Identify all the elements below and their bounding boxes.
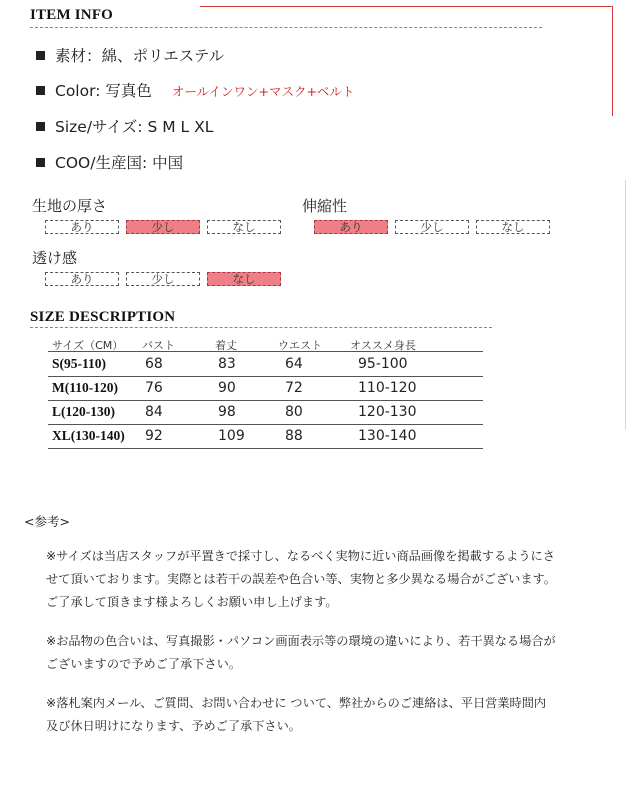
- size-row: [48, 404, 483, 425]
- size-header-height: オススメ身長: [350, 339, 416, 352]
- item-info-divider: [30, 27, 542, 28]
- square-bullet-icon: [36, 158, 45, 167]
- decorative-gray-line: [625, 180, 626, 430]
- reference-note: ※落札案内メール、ご質問、お問い合わせに ついて、弊社からのご連絡は、平日営業時間内及び休日明けになります、予めご了承下さい。: [46, 696, 547, 733]
- height-cell: 120-130: [358, 404, 417, 420]
- waist-cell: 64: [285, 356, 303, 372]
- size-cell: M(110-120): [52, 380, 118, 395]
- height-cell: 130-140: [358, 428, 417, 444]
- item-info-title: ITEM INFO: [30, 7, 114, 23]
- length-cell: 109: [218, 428, 245, 444]
- size-text: Size/サイズ: S M L XL: [55, 118, 214, 136]
- square-bullet-icon: [36, 122, 45, 131]
- bust-cell: 92: [145, 428, 163, 444]
- square-bullet-icon: [36, 51, 45, 60]
- size-header-waist: ウエスト: [278, 339, 322, 352]
- length-cell: 90: [218, 380, 236, 396]
- size-row: [48, 380, 483, 401]
- decorative-red-line: [200, 6, 612, 7]
- info-row-material: [36, 44, 224, 66]
- info-row-size: [36, 115, 213, 137]
- length-cell: 83: [218, 356, 236, 372]
- size-row: [48, 428, 483, 449]
- size-cell: S(95-110): [52, 356, 106, 371]
- attr-stretch-option: あり: [314, 220, 388, 234]
- size-description-divider: [30, 327, 492, 328]
- attr-thickness-label: 生地の厚さ: [32, 197, 108, 215]
- bust-cell: 68: [145, 356, 163, 372]
- reference-note: ※お品物の色合いは、写真撮影・パソコン画面表示等の環境の違いにより、若干異なる場合がございますので予めご了承下さい。: [46, 634, 556, 671]
- info-row-coo: [36, 151, 183, 173]
- attr-stretch-label: 伸縮性: [302, 197, 348, 215]
- square-bullet-icon: [36, 86, 45, 95]
- bust-cell: 76: [145, 380, 163, 396]
- attr-stretch-option: 少し: [395, 220, 469, 234]
- attr-thickness-option: なし: [207, 220, 281, 234]
- color-note: オールインワン+マスク+ベルト: [171, 84, 355, 99]
- size-description-title: SIZE DESCRIPTION: [30, 309, 176, 325]
- size-header-bust: バスト: [142, 339, 175, 352]
- size-header-length: 着丈: [215, 339, 237, 352]
- length-cell: 98: [218, 404, 236, 420]
- size-row: [48, 356, 483, 377]
- size-header-size: サイズ（CM）: [52, 339, 124, 352]
- size-header-underline: [48, 351, 483, 352]
- coo-text: COO/生産国: 中国: [55, 154, 184, 172]
- attr-thickness-option: 少し: [126, 220, 200, 234]
- height-cell: 110-120: [358, 380, 417, 396]
- reference-note: ※サイズは当店スタッフが平置きで採寸し、なるべく実物に近い商品画像を掲載するようにさせて頂いております。実際とは若干の誤差や色合い等、実物と多少異なる場合がございます。ご了承して頂きます様よろしくお願い申し上げます。: [46, 549, 556, 609]
- attr-sheer-label: 透け感: [32, 249, 78, 267]
- reference-title: <参考>: [24, 514, 70, 529]
- color-text: Color: 写真色: [55, 82, 152, 100]
- attr-sheer-option: 少し: [126, 272, 200, 286]
- waist-cell: 80: [285, 404, 303, 420]
- height-cell: 95-100: [358, 356, 408, 372]
- waist-cell: 88: [285, 428, 303, 444]
- attr-stretch-option: なし: [476, 220, 550, 234]
- attr-sheer-option: なし: [207, 272, 281, 286]
- attr-thickness-option: あり: [45, 220, 119, 234]
- material-text: 素材：綿、ポリエステル: [55, 47, 225, 65]
- attr-sheer-option: あり: [45, 272, 119, 286]
- size-cell: L(120-130): [52, 404, 115, 419]
- size-cell: XL(130-140): [52, 428, 125, 443]
- bust-cell: 84: [145, 404, 163, 420]
- info-row-color: [36, 79, 354, 101]
- decorative-red-vertical-line: [612, 6, 613, 116]
- waist-cell: 72: [285, 380, 303, 396]
